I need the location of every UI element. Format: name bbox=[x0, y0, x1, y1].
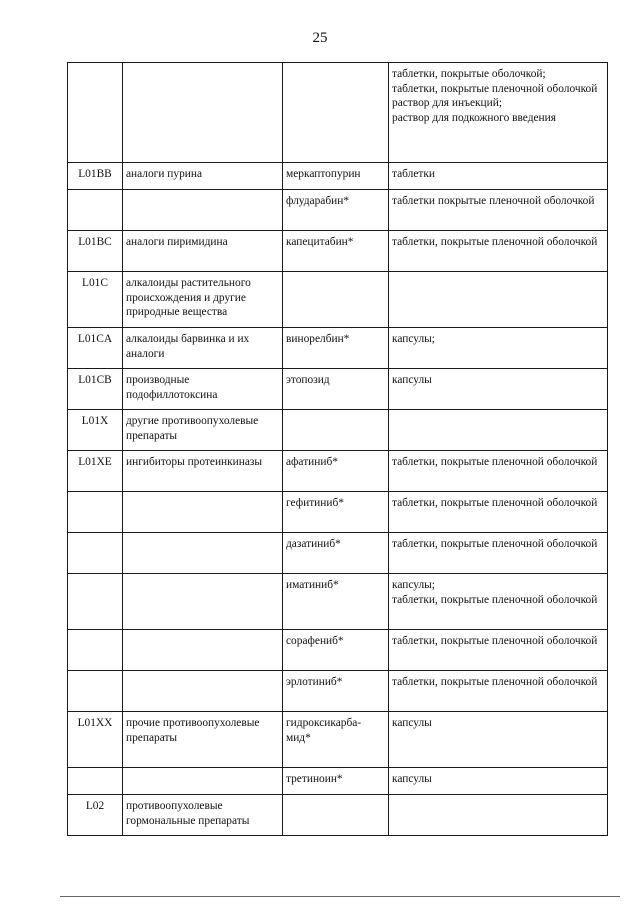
atc-code-cell: L01C bbox=[68, 272, 123, 328]
table-row bbox=[68, 574, 608, 630]
group-cell bbox=[123, 533, 283, 574]
group-cell bbox=[123, 190, 283, 231]
atc-code-cell: L01XX bbox=[68, 712, 123, 768]
table-row bbox=[68, 63, 608, 163]
drug-cell: меркаптопурин bbox=[283, 163, 389, 190]
dosage-form-cell: капсулы bbox=[389, 369, 608, 410]
drug-cell: капецитабин* bbox=[283, 231, 389, 272]
atc-code-cell bbox=[68, 630, 123, 671]
table-row bbox=[68, 671, 608, 712]
group-cell: другие противоопухолевые препараты bbox=[123, 410, 283, 451]
drug-cell: третиноин* bbox=[283, 768, 389, 795]
dosage-form-cell: таблетки, покрытые оболочкой; таблетки, покрытые пленочной оболочкой раствор для инъекций; раствор для подкожного введения bbox=[389, 63, 608, 163]
dosage-form-cell: капсулы; bbox=[389, 328, 608, 369]
atc-code-cell: L01X bbox=[68, 410, 123, 451]
table-row bbox=[68, 369, 608, 410]
drug-cell: эрлотиниб* bbox=[283, 671, 389, 712]
drug-table bbox=[67, 62, 608, 836]
table-row bbox=[68, 768, 608, 795]
atc-code-cell: L01CA bbox=[68, 328, 123, 369]
drug-cell bbox=[283, 63, 389, 163]
dosage-form-cell: таблетки, покрытые пленочной оболочкой bbox=[389, 533, 608, 574]
atc-code-cell bbox=[68, 671, 123, 712]
group-cell bbox=[123, 630, 283, 671]
drug-cell bbox=[283, 410, 389, 451]
table-row bbox=[68, 231, 608, 272]
group-cell bbox=[123, 63, 283, 163]
drug-cell: гидроксикарба-мид* bbox=[283, 712, 389, 768]
drug-cell: сорафениб* bbox=[283, 630, 389, 671]
group-cell: алкалоиды барвинка и их аналоги bbox=[123, 328, 283, 369]
table-row bbox=[68, 451, 608, 492]
bottom-divider bbox=[60, 896, 620, 897]
drug-cell: афатиниб* bbox=[283, 451, 389, 492]
table-row bbox=[68, 272, 608, 328]
page-number: 25 bbox=[312, 30, 328, 46]
atc-code-cell: L02 bbox=[68, 795, 123, 836]
atc-code-cell bbox=[68, 63, 123, 163]
group-cell: аналоги пурина bbox=[123, 163, 283, 190]
table-row bbox=[68, 328, 608, 369]
group-cell bbox=[123, 574, 283, 630]
table-row bbox=[68, 795, 608, 836]
atc-code-cell bbox=[68, 533, 123, 574]
drug-cell: гефитиниб* bbox=[283, 492, 389, 533]
group-cell: противоопухолевые гормональные препараты bbox=[123, 795, 283, 836]
group-cell: прочие противоопухолевые препараты bbox=[123, 712, 283, 768]
table-row bbox=[68, 190, 608, 231]
drug-cell: винорелбин* bbox=[283, 328, 389, 369]
group-cell bbox=[123, 671, 283, 712]
dosage-form-cell: таблетки, покрытые пленочной оболочкой bbox=[389, 492, 608, 533]
dosage-form-cell: капсулы; таблетки, покрытые пленочной оболочкой bbox=[389, 574, 608, 630]
dosage-form-cell: таблетки, покрытые пленочной оболочкой bbox=[389, 671, 608, 712]
dosage-form-cell: таблетки, покрытые пленочной оболочкой bbox=[389, 231, 608, 272]
atc-code-cell bbox=[68, 574, 123, 630]
table-row bbox=[68, 410, 608, 451]
drug-cell: этопозид bbox=[283, 369, 389, 410]
dosage-form-cell: таблетки покрытые пленочной оболочкой bbox=[389, 190, 608, 231]
group-cell: ингибиторы протеинкиназы bbox=[123, 451, 283, 492]
atc-code-cell: L01BC bbox=[68, 231, 123, 272]
drug-cell bbox=[283, 795, 389, 836]
atc-code-cell bbox=[68, 768, 123, 795]
table-row bbox=[68, 630, 608, 671]
table-row bbox=[68, 492, 608, 533]
dosage-form-cell bbox=[389, 272, 608, 328]
dosage-form-cell: таблетки, покрытые пленочной оболочкой bbox=[389, 630, 608, 671]
dosage-form-cell bbox=[389, 795, 608, 836]
drug-cell: флударабин* bbox=[283, 190, 389, 231]
atc-code-cell bbox=[68, 492, 123, 533]
table-row bbox=[68, 533, 608, 574]
drug-cell bbox=[283, 272, 389, 328]
dosage-form-cell: таблетки bbox=[389, 163, 608, 190]
group-cell: аналоги пиримидина bbox=[123, 231, 283, 272]
group-cell: производные подофиллотоксина bbox=[123, 369, 283, 410]
group-cell bbox=[123, 768, 283, 795]
atc-code-cell: L01XE bbox=[68, 451, 123, 492]
table-row bbox=[68, 163, 608, 190]
atc-code-cell: L01CB bbox=[68, 369, 123, 410]
dosage-form-cell bbox=[389, 410, 608, 451]
dosage-form-cell: капсулы bbox=[389, 712, 608, 768]
drug-cell: иматиниб* bbox=[283, 574, 389, 630]
dosage-form-cell: таблетки, покрытые пленочной оболочкой bbox=[389, 451, 608, 492]
table-row bbox=[68, 712, 608, 768]
group-cell bbox=[123, 492, 283, 533]
atc-code-cell bbox=[68, 190, 123, 231]
drug-cell: дазатиниб* bbox=[283, 533, 389, 574]
group-cell: алкалоиды растительного происхождения и другие природные вещества bbox=[123, 272, 283, 328]
atc-code-cell: L01BB bbox=[68, 163, 123, 190]
dosage-form-cell: капсулы bbox=[389, 768, 608, 795]
